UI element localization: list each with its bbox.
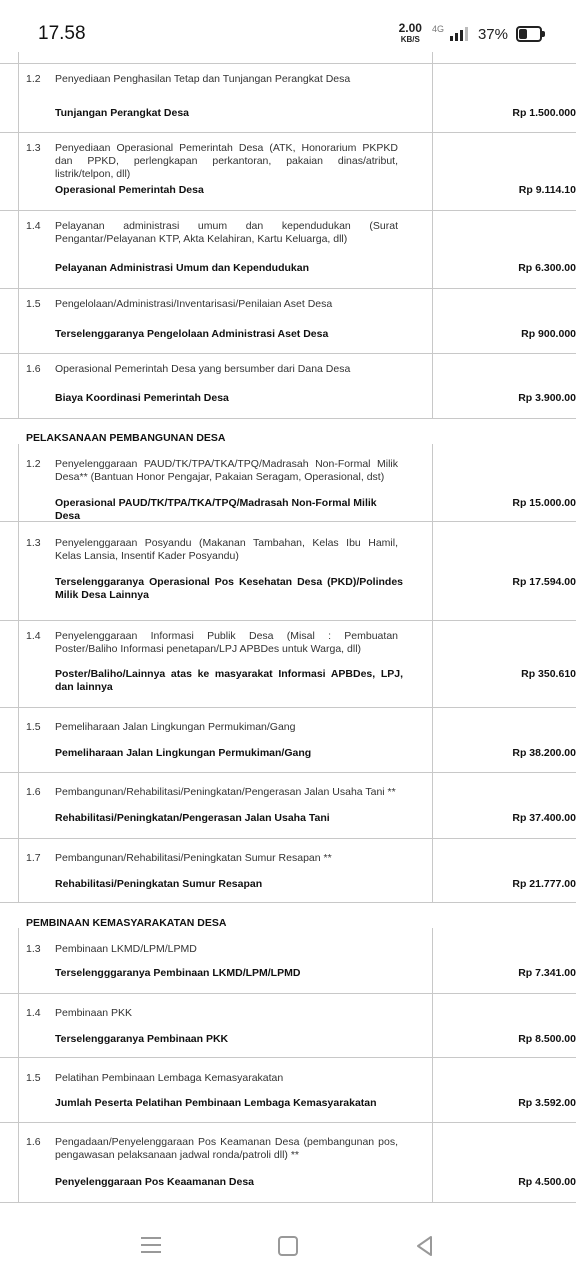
- row-output: Poster/Baliho/Lainnya atas ke masyarakat Informasi APBDes, LPJ, dan lainnya: [55, 668, 403, 693]
- network-type: 4G: [431, 24, 444, 34]
- row-description: Penyelenggaraan Posyandu (Makanan Tambahan, Kelas Ibu Hamil, Kelas Lansia, Insentif Kader Posyandu): [55, 537, 398, 562]
- navigation-bar: [0, 1210, 576, 1280]
- network-speed: [398, 21, 422, 44]
- row-output: Terselenggaranya Pengelolaan Administrasi Aset Desa: [55, 328, 329, 340]
- row-number: 1.5: [26, 298, 41, 310]
- row-number: 1.5: [26, 721, 41, 733]
- section-heading: PEMBINAAN KEMASYARAKATAN DESA: [26, 917, 227, 929]
- row-output: Terselenggaranya Pembinaan PKK: [55, 1033, 229, 1045]
- table-row: [0, 838, 576, 903]
- row-amount: Rp 17.594.00: [512, 576, 576, 588]
- row-description: Pelayanan administrasi umum dan kependudukan (Surat Pengantar/Pelayanan KTP, Akta Kelahiran, Kartu Keluarga, dll): [55, 220, 398, 245]
- row-output: Terselengggaranya Pembinaan LKMD/LPM/LPMD: [55, 967, 301, 979]
- row-description: Pembangunan/Rehabilitasi/Peningkatan/Pengerasan Jalan Usaha Tani **: [55, 786, 396, 798]
- row-output: Operasional Pemerintah Desa: [55, 184, 204, 196]
- row-description: Pembangunan/Rehabilitasi/Peningkatan Sumur Resapan **: [55, 852, 332, 864]
- table-row: [0, 620, 576, 708]
- row-number: 1.3: [26, 537, 41, 549]
- signal-icon: [450, 27, 468, 41]
- row-output: Rehabilitasi/Peningkatan Sumur Resapan: [55, 878, 263, 890]
- row-amount: Rp 6.300.00: [518, 262, 576, 274]
- row-description: Penyediaan Operasional Pemerintah Desa (ATK, Honorarium PKPKD dan PPKD, perlengkapan perkantoran, pakaian dinas/atribut, listrik/telpon, dll): [55, 142, 398, 180]
- table-row: [0, 902, 576, 994]
- row-amount: Rp 350.610: [521, 668, 576, 680]
- row-output: Jumlah Peserta Pelatihan Pembinaan Lembaga Kemasyarakatan: [55, 1097, 377, 1109]
- row-number: 1.4: [26, 630, 41, 642]
- table-row: [0, 1122, 576, 1203]
- row-description: Pembinaan PKK: [55, 1007, 133, 1019]
- speed-unit: KB/S: [400, 35, 420, 44]
- row-output: Rehabilitasi/Peningkatan/Pengerasan Jalan Usaha Tani: [55, 812, 330, 824]
- table-row: [0, 288, 576, 354]
- row-output: Tunjangan Perangkat Desa: [55, 107, 190, 119]
- battery-percent: 37%: [477, 25, 508, 43]
- section-heading: PELAKSANAAN PEMBANGUNAN DESA: [26, 432, 226, 444]
- table-row: [0, 353, 576, 419]
- row-number: 1.6: [26, 363, 41, 375]
- table-row: [0, 993, 576, 1058]
- status-bar: [0, 0, 576, 52]
- table-row: [0, 1057, 576, 1123]
- row-number: 1.4: [26, 1007, 41, 1019]
- table-row: [0, 132, 576, 211]
- row-amount: Rp 37.400.00: [512, 812, 576, 824]
- row-amount: Rp 3.900.00: [518, 392, 576, 404]
- table-row: [0, 418, 576, 522]
- row-amount: Rp 38.200.00: [512, 747, 576, 759]
- row-number: 1.5: [26, 1072, 41, 1084]
- row-number: 1.3: [26, 142, 41, 154]
- recent-apps-icon[interactable]: [141, 1237, 161, 1258]
- row-output: Pemeliharaan Jalan Lingkungan Permukiman/Gang: [55, 747, 312, 759]
- row-description: Operasional Pemerintah Desa yang bersumber dari Dana Desa: [55, 363, 351, 375]
- row-output: Penyelenggaraan Pos Keaamanan Desa: [55, 1176, 255, 1188]
- row-description: Pemeliharaan Jalan Lingkungan Permukiman/Gang: [55, 721, 296, 733]
- row-amount: Rp 8.500.00: [518, 1033, 576, 1045]
- row-number: 1.6: [26, 786, 41, 798]
- row-amount: Rp 4.500.00: [518, 1176, 576, 1188]
- row-number: 1.3: [26, 943, 41, 955]
- row-output: Terselenggaranya Operasional Pos Kesehatan Desa (PKD)/Polindes Milik Desa Lainnya: [55, 576, 403, 601]
- row-number: 1.6: [26, 1136, 41, 1148]
- row-number: 1.2: [26, 73, 41, 85]
- home-icon[interactable]: [278, 1236, 298, 1256]
- row-number: 1.7: [26, 852, 41, 864]
- row-amount: Rp 900.000: [521, 328, 576, 340]
- row-description: Penyelenggaraan PAUD/TK/TPA/TKA/TPQ/Madrasah Non-Formal Milik Desa** (Bantuan Honor Pengajar, Pakaian Seragam, Operasional, dst): [55, 458, 398, 483]
- table-row: [0, 707, 576, 773]
- row-description: Pembinaan LKMD/LPM/LPMD: [55, 943, 197, 955]
- row-output: Pelayanan Administrasi Umum dan Kependudukan: [55, 262, 309, 274]
- row-number: 1.4: [26, 220, 41, 232]
- row-output: Operasional PAUD/TK/TPA/TKA/TPQ/Madrasah Non-Formal Milik Desa: [55, 497, 377, 522]
- row-description: Penyediaan Penghasilan Tetap dan Tunjangan Perangkat Desa: [55, 73, 351, 85]
- row-amount: Rp 1.500.000: [512, 107, 576, 119]
- battery-icon: [516, 26, 542, 42]
- row-description: Pelatihan Pembinaan Lembaga Kemasyarakatan: [55, 1072, 284, 1084]
- row-description: Pengadaan/Penyelenggaraan Pos Keamanan Desa (pembangunan pos, pengawasan pelaksanaan jadwal ronda/patroli dll) **: [55, 1136, 398, 1161]
- back-icon[interactable]: [414, 1235, 436, 1262]
- row-amount: Rp 3.592.00: [518, 1097, 576, 1109]
- row-description: Penyelenggaraan Informasi Publik Desa (Misal : Pembuatan Poster/Baliho Informasi penetapan/LPJ APBDes untuk Warga, dll): [55, 630, 398, 655]
- row-amount: Rp 7.341.00: [518, 967, 576, 979]
- speed-value: 2.00: [398, 21, 422, 35]
- row-output: Biaya Koordinasi Pemerintah Desa: [55, 392, 229, 404]
- table-row: [0, 772, 576, 839]
- table-row: [0, 63, 576, 133]
- budget-document: [0, 52, 576, 1210]
- table-row: [0, 521, 576, 621]
- row-amount: Rp 21.777.00: [512, 878, 576, 890]
- table-row: [0, 210, 576, 289]
- clock: 17.58: [38, 23, 86, 44]
- row-amount: Rp 9.114.10: [518, 184, 576, 196]
- row-number: 1.2: [26, 458, 41, 470]
- status-indicators: [398, 21, 542, 44]
- row-description: Pengelolaan/Administrasi/Inventarisasi/Penilaian Aset Desa: [55, 298, 333, 310]
- row-amount: Rp 15.000.00: [512, 497, 576, 509]
